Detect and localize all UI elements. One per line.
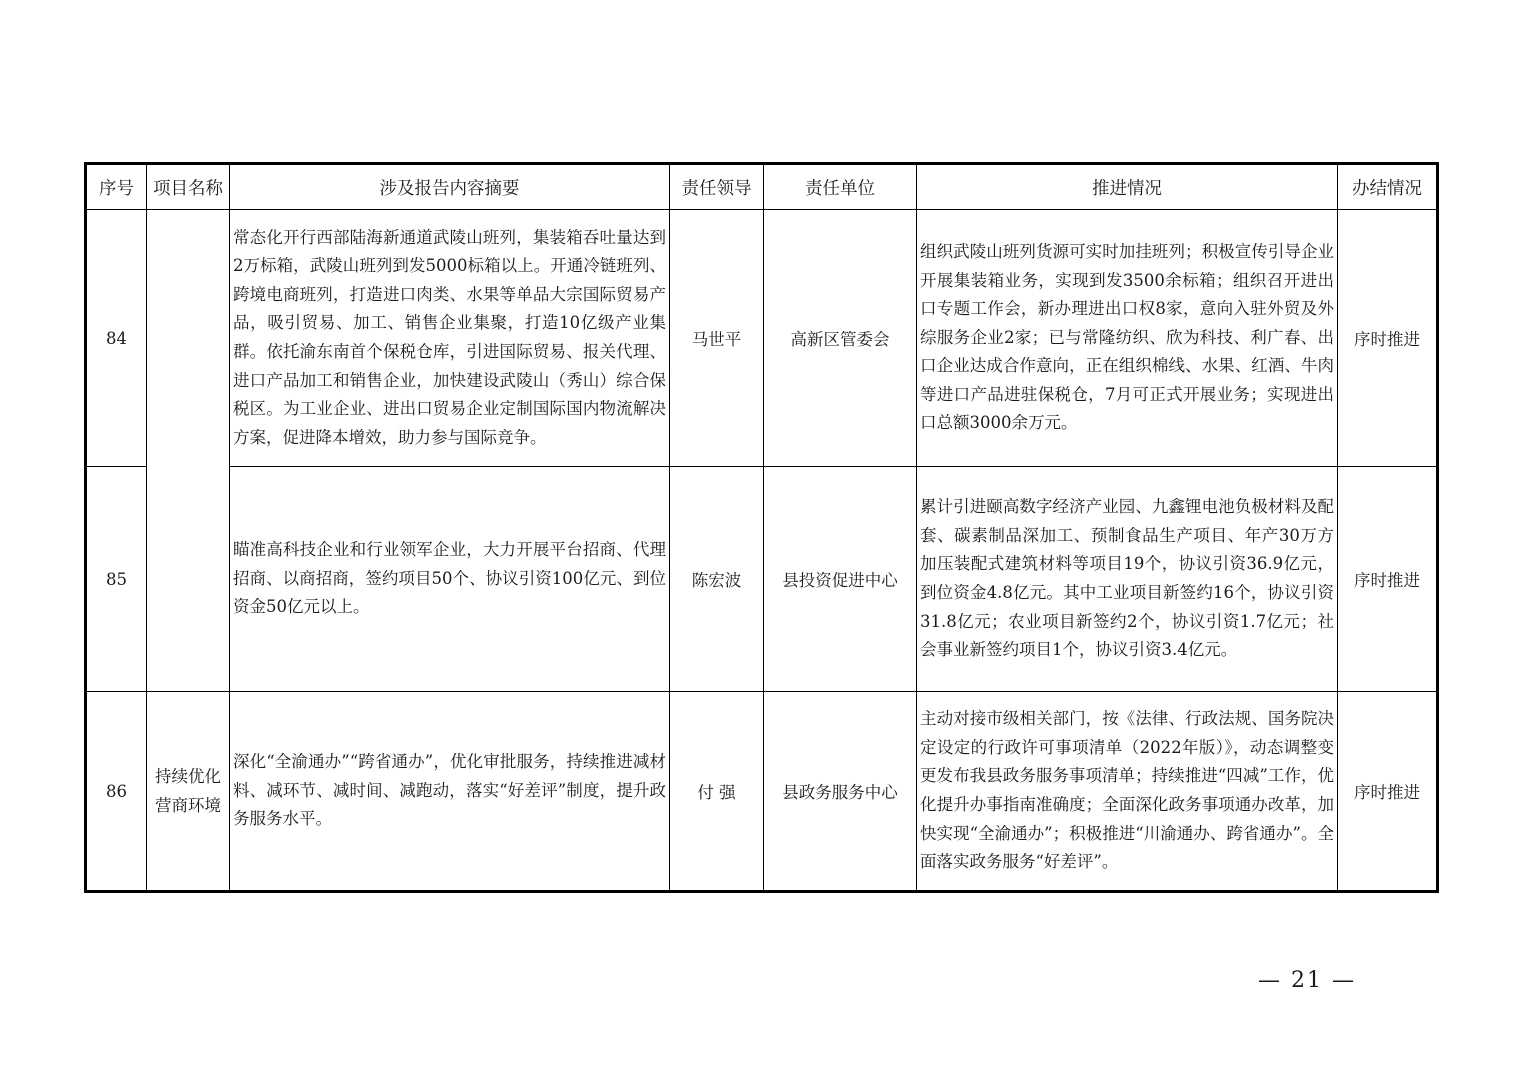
header-project: 项目名称 xyxy=(147,164,230,210)
row-number: 85 xyxy=(86,467,147,692)
leader-cell: 马世平 xyxy=(670,210,764,467)
header-summary: 涉及报告内容摘要 xyxy=(230,164,670,210)
status-cell: 序时推进 xyxy=(1338,692,1438,892)
leader-cell: 付 强 xyxy=(670,692,764,892)
header-progress: 推进情况 xyxy=(917,164,1338,210)
row-number: 84 xyxy=(86,210,147,467)
header-leader: 责任领导 xyxy=(670,164,764,210)
status-cell: 序时推进 xyxy=(1338,210,1438,467)
project-name: 持续优化营商环境 xyxy=(147,692,230,892)
summary-cell: 深化“全渝通办”“跨省通办”，优化审批服务，持续推进减材料、减环节、减时间、减跑动，落实“好差评”制度，提升政务服务水平。 xyxy=(230,692,670,892)
project-name xyxy=(147,210,230,692)
header-no: 序号 xyxy=(86,164,147,210)
progress-cell: 主动对接市级相关部门，按《法律、行政法规、国务院决定设定的行政许可事项清单（2022年版）》，动态调整变更发布我县政务服务事项清单；持续推进“四减”工作，优化提升办事指南准确度；全面深化政务事项通办改革，加快实现“全渝通办”；积极推进“川渝通办、跨省通办”。全面落实政务服务“好差评”。 xyxy=(917,692,1338,892)
status-cell: 序时推进 xyxy=(1338,467,1438,692)
table-row xyxy=(86,210,1438,467)
progress-cell: 累计引进颐高数字经济产业园、九鑫锂电池负极材料及配套、碳素制品深加工、预制食品生产项目、年产30万方加压装配式建筑材料等项目19个，协议引资36.9亿元，到位资金4.8亿元。其中工业项目新签约16个，协议引资31.8亿元；农业项目新签约2个，协议引资1.7亿元；社会事业新签约项目1个，协议引资3.4亿元。 xyxy=(917,467,1338,692)
page-number: — 21 — xyxy=(1258,968,1356,993)
table-row xyxy=(86,467,1438,692)
unit-cell: 县政务服务中心 xyxy=(764,692,917,892)
table-header-row xyxy=(86,164,1438,210)
progress-cell: 组织武陵山班列货源可实时加挂班列；积极宣传引导企业开展集装箱业务，实现到发3500余标箱；组织召开进出口专题工作会，新办理进出口权8家，意向入驻外贸及外综服务企业2家；已与常隆纺织、欣为科技、利广春、出口企业达成合作意向，正在组织棉线、水果、红酒、牛肉等进口产品进驻保税仓，7月可正式开展业务；实现进出口总额3000余万元。 xyxy=(917,210,1338,467)
summary-cell: 常态化开行西部陆海新通道武陵山班列，集装箱吞吐量达到2万标箱，武陵山班列到发5000标箱以上。开通冷链班列、跨境电商班列，打造进口肉类、水果等单品大宗国际贸易产品，吸引贸易、加工、销售企业集聚，打造10亿级产业集群。依托渝东南首个保税仓库，引进国际贸易、报关代理、进口产品加工和销售企业，加快建设武陵山（秀山）综合保税区。为工业企业、进出口贸易企业定制国际国内物流解决方案，促进降本增效，助力参与国际竞争。 xyxy=(230,210,670,467)
unit-cell: 高新区管委会 xyxy=(764,210,917,467)
leader-cell: 陈宏波 xyxy=(670,467,764,692)
summary-cell: 瞄准高科技企业和行业领军企业，大力开展平台招商、代理招商、以商招商，签约项目50个、协议引资100亿元、到位资金50亿元以上。 xyxy=(230,467,670,692)
header-unit: 责任单位 xyxy=(764,164,917,210)
work-progress-table xyxy=(84,162,1439,893)
table-row xyxy=(86,692,1438,892)
row-number: 86 xyxy=(86,692,147,892)
header-status: 办结情况 xyxy=(1338,164,1438,210)
unit-cell: 县投资促进中心 xyxy=(764,467,917,692)
